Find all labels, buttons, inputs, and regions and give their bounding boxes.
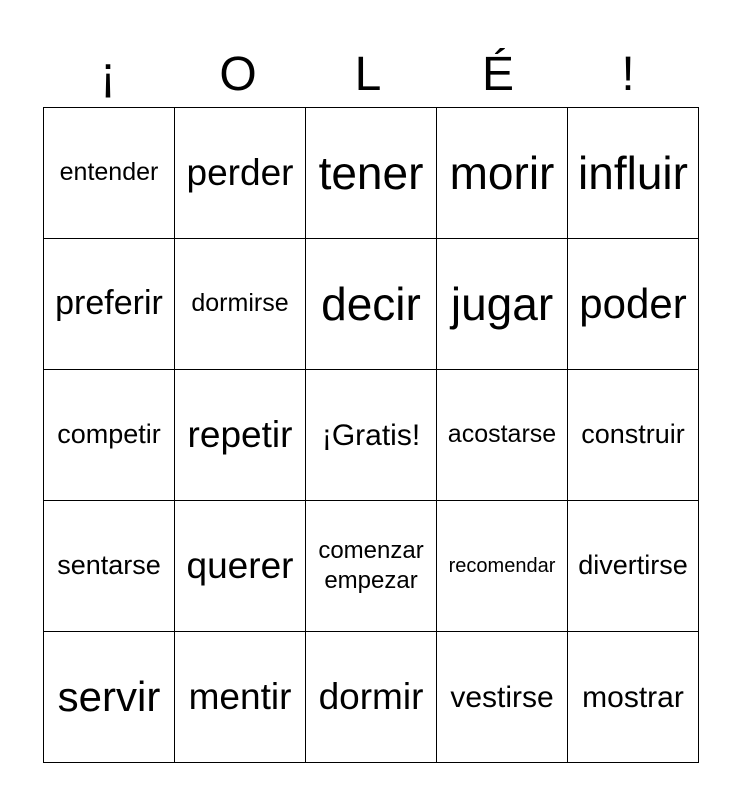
- header-letter-3: L: [354, 48, 382, 101]
- header-letter-2: O: [219, 48, 257, 101]
- cell-word: dormirse: [191, 289, 289, 318]
- header-letter-5: !: [621, 48, 635, 101]
- cell-word: preferir: [55, 284, 163, 323]
- cell-word: sentarse: [57, 550, 161, 581]
- cell-word: morir: [449, 146, 555, 199]
- cell-word: acostarse: [447, 420, 557, 449]
- cell-word: mentir: [188, 675, 292, 717]
- bingo-cell-r1c2: [175, 108, 306, 239]
- cell-word: querer: [186, 544, 294, 586]
- cell-word: repetir: [187, 413, 293, 455]
- cell-word: servir: [57, 672, 161, 720]
- board-row-2: [44, 239, 699, 370]
- board-row-5: [44, 632, 699, 763]
- bingo-cell-r5c1: [44, 632, 175, 763]
- header-letter-1: ¡: [100, 48, 116, 101]
- cell-word: decir: [321, 277, 421, 330]
- bingo-cell-r2c2: [175, 239, 306, 370]
- bingo-cell-r3c2: [175, 370, 306, 501]
- bingo-cell-r4c4: [437, 501, 568, 632]
- bingo-cell-r1c1: [44, 108, 175, 239]
- bingo-cell-r4c2: [175, 501, 306, 632]
- board-row-4: [44, 501, 699, 632]
- bingo-cell-r2c1: [44, 239, 175, 370]
- board-row-3: [44, 370, 699, 501]
- bingo-cell-r4c1: [44, 501, 175, 632]
- cell-word: jugar: [450, 277, 554, 330]
- bingo-cell-r2c4: [437, 239, 568, 370]
- bingo-cell-r5c3: [306, 632, 437, 763]
- cell-word: dormir: [318, 675, 424, 717]
- board-row-1: [44, 108, 699, 239]
- cell-word: recomendar: [448, 555, 556, 577]
- cell-word-line-1: comenzar: [318, 537, 424, 564]
- header-letter-4: É: [481, 48, 514, 101]
- cell-word: entender: [59, 158, 159, 187]
- bingo-cell-r2c5: [568, 239, 699, 370]
- bingo-cell-r5c4: [437, 632, 568, 763]
- bingo-cell-r4c3: [306, 501, 437, 632]
- cell-word: competir: [57, 419, 161, 450]
- cell-word: perder: [186, 151, 294, 193]
- cell-word: mostrar: [582, 680, 684, 714]
- bingo-cell-r5c5: [568, 632, 699, 763]
- bingo-cell-r2c3: [306, 239, 437, 370]
- bingo-board: [43, 107, 699, 763]
- cell-word: vestirse: [450, 680, 554, 714]
- bingo-cell-r3c1: [44, 370, 175, 501]
- cell-word: divertirse: [578, 550, 688, 581]
- bingo-cell-r5c2: [175, 632, 306, 763]
- cell-word: construir: [581, 419, 685, 450]
- bingo-cell-r1c5: [568, 108, 699, 239]
- bingo-cell-r1c3: [306, 108, 437, 239]
- cell-word: tener: [318, 146, 424, 199]
- bingo-cell-r1c4: [437, 108, 568, 239]
- cell-word: influir: [578, 146, 688, 199]
- bingo-cell-r3c4: [437, 370, 568, 501]
- bingo-header: [43, 44, 693, 106]
- cell-word-line-2: empezar: [324, 567, 418, 594]
- bingo-cell-r3c5: [568, 370, 699, 501]
- cell-word: poder: [579, 279, 687, 327]
- bingo-cell-r4c5: [568, 501, 699, 632]
- free-space: ¡Gratis!: [321, 418, 421, 452]
- bingo-cell-r3c3: [306, 370, 437, 501]
